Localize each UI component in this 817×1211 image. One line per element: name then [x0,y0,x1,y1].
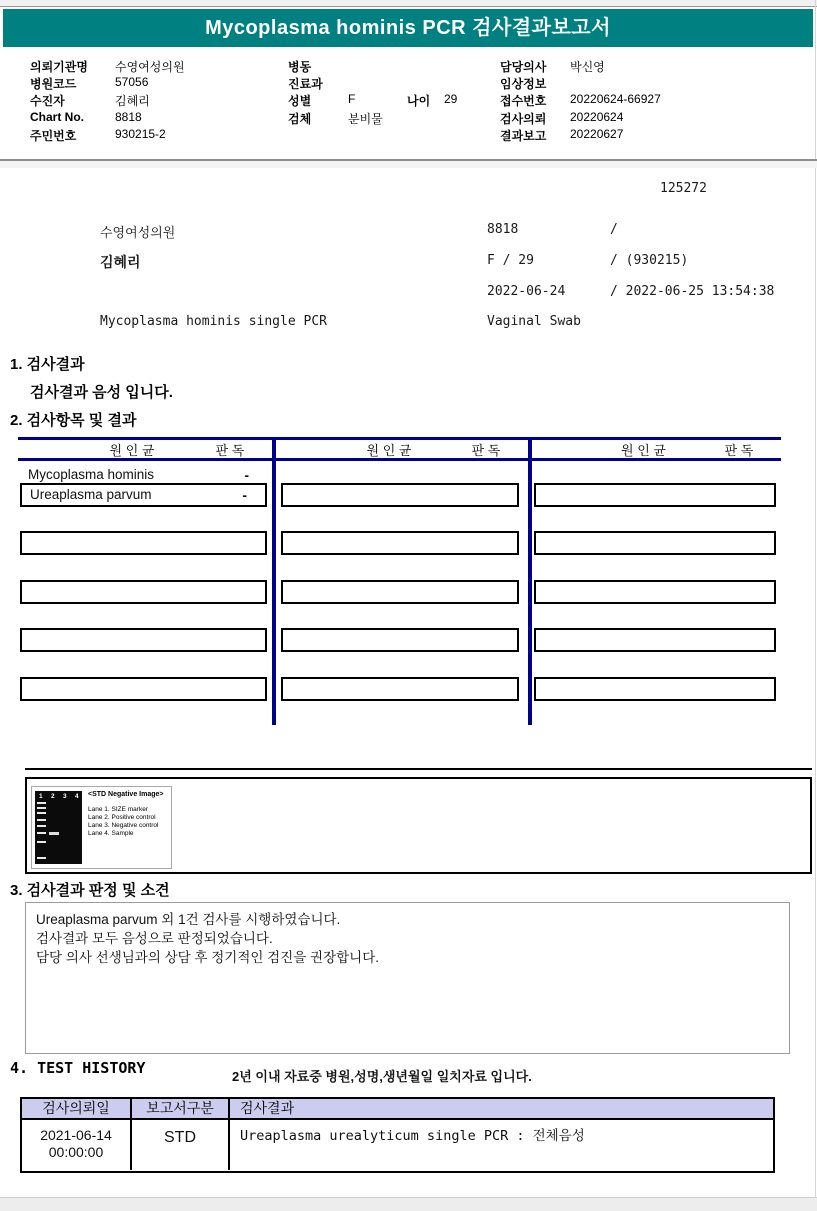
field-label-report-date: 결과보고 [500,129,547,143]
field-label-ward: 병동 [288,60,312,74]
summary-request-date: 2022-06-24 [487,284,566,299]
organism-header: 원 인 균 [621,442,666,458]
summary-sex-age: F / 29 [487,253,534,268]
gel-legend-line: Lane 1. SIZE marker [88,806,148,813]
field-label-chart-no: Chart No. [30,110,84,124]
field-label-specimen: 검체 [288,112,312,126]
result-box-empty [534,483,776,507]
field-label-clinical-info: 임상정보 [500,77,547,91]
result-box-empty [534,628,776,652]
summary-specimen: Vaginal Swab [487,314,581,329]
result-box-empty [281,483,519,507]
gel-band [37,832,46,834]
gel-legend [88,806,158,838]
result-box-empty [281,580,519,604]
gel-band [37,802,46,804]
section4-note: 2년 이내 자료중 병원,성명,생년월일 일치자료 입니다. [232,1069,532,1084]
header-divider-band [0,161,817,168]
field-value-patient: 김혜리 [115,94,150,108]
lane-number: 4 [75,793,79,800]
field-value-request-date: 20220624 [570,110,624,124]
result-header: 판 독 [724,442,754,458]
results-header-col2 [276,441,528,457]
report-title: Mycoplasma hominis PCR 검사결과보고서 [205,17,611,39]
field-value-resident-no: 930215-2 [115,127,166,141]
result-value: - [244,467,249,483]
field-value-institution: 수영여성의원 [115,60,185,74]
result-box-empty [281,628,519,652]
gel-band [37,857,46,859]
result-row-ureaplasma [20,483,267,507]
summary-chart-no: 8818 [487,222,519,237]
field-value-sex: F [348,92,356,106]
result-value: - [242,487,247,503]
field-label-department: 진료과 [288,77,323,91]
summary-hospital: 수영여성의원 [100,226,176,241]
bottom-window-strip [0,1197,817,1211]
organism-name: Mycoplasma hominis [28,467,155,482]
gel-legend-line: Lane 4. Sample [88,830,134,837]
results-header-col1 [18,441,272,457]
field-value-chart-no: 8818 [115,110,142,124]
test-history-table [20,1097,775,1173]
result-box-empty [534,531,776,555]
field-value-accession-no: 20220624-66927 [570,92,661,106]
lane-number: 1 [39,793,43,800]
results-column-divider [272,437,276,725]
comment-line: Ureaplasma parvum 외 1건 검사를 시행하였습니다. [36,912,341,927]
field-label-request-date: 검사의뢰 [500,112,547,126]
section3-heading: 3. 검사결과 판정 및 소견 [10,882,170,899]
gel-electrophoresis-image [35,791,82,864]
section2-heading: 2. 검사항목 및 결과 [10,412,137,429]
organism-header: 원 인 균 [366,442,412,458]
gel-band [37,825,46,827]
section1-body: 검사결과 음성 입니다. [30,384,173,401]
gel-band [37,841,46,843]
results-header-underline [18,458,781,461]
gel-band [37,807,46,809]
top-window-strip [0,0,817,7]
history-date-line2: 00:00:00 [48,1144,104,1160]
results-column-divider [528,437,532,725]
gel-band [37,812,46,814]
lane-number: 3 [63,793,67,800]
field-label-hospital-code: 병원코드 [30,77,77,91]
gel-band-sample-control [49,832,59,835]
field-value-age: 29 [444,92,458,106]
gel-legend-line: Lane 2. Positive control [88,814,156,821]
history-date-line1: 2021-06-14 [40,1127,112,1143]
organism-header: 원 인 균 [109,442,155,458]
test-history-row [22,1120,773,1170]
comment-line: 담당 의사 선생님과의 상담 후 정기적인 검진을 권장합니다. [36,950,379,965]
result-box-empty [534,677,776,701]
gel-caption-title: <STD Negative Image> [88,791,164,798]
gel-band [37,819,46,821]
field-label-institution: 의뢰기관명 [30,60,88,74]
result-box-empty [534,580,776,604]
field-value-report-date: 20220627 [570,127,624,141]
results-table [18,437,781,727]
field-value-specimen: 분비물 [348,112,383,126]
result-box-empty [20,580,267,604]
summary-birth: / (930215) [610,253,689,268]
summary-test-name: Mycoplasma hominis single PCR [100,314,327,329]
title-banner [3,9,813,47]
summary-report-datetime: / 2022-06-25 13:54:38 [610,284,775,299]
test-history-header [22,1099,773,1120]
comment-line: 검사결과 모두 음성으로 판정되었습니다. [36,931,273,946]
summary-ref-no: 125272 [660,181,707,196]
section1-heading: 1. 검사결과 [10,356,85,373]
section3-comment-box [25,902,790,1054]
field-label-accession-no: 접수번호 [500,94,547,108]
result-box-empty [20,531,267,555]
field-value-hospital-code: 57056 [115,75,149,89]
lane-number: 2 [51,793,55,800]
field-label-doctor: 담당의사 [500,60,547,74]
summary-patient-name: 김혜리 [100,255,141,271]
result-header: 판 독 [471,442,501,458]
result-box-empty [20,677,267,701]
result-box-empty [281,531,519,555]
page-right-edge [815,0,816,1211]
gel-legend-line: Lane 3. Negative control [88,822,159,829]
field-value-doctor: 박신영 [570,60,605,74]
summary-chart-slash: / [610,222,618,237]
history-date-cell [22,1120,132,1170]
result-box-empty [281,677,519,701]
section4-heading: 4. TEST HISTORY [10,1059,146,1077]
field-label-resident-no: 주민번호 [30,129,77,143]
organism-name: Ureaplasma parvum [30,487,152,502]
gel-section-rule [25,768,812,770]
results-header-col3 [532,441,781,457]
field-label-sex: 성별 [288,94,312,108]
result-box-empty [20,628,267,652]
history-result-cell: Ureaplasma urealyticum single PCR : 전체음성 [240,1128,585,1144]
result-header: 판 독 [215,442,245,458]
field-label-age: 나이 [407,94,431,108]
history-col-report-type: 보고서구분 [132,1099,230,1118]
field-label-patient: 수진자 [30,94,65,108]
history-col-result: 검사결과 [240,1100,295,1116]
history-col-request-date: 검사의뢰일 [22,1099,132,1118]
history-type-cell: STD [132,1120,230,1170]
